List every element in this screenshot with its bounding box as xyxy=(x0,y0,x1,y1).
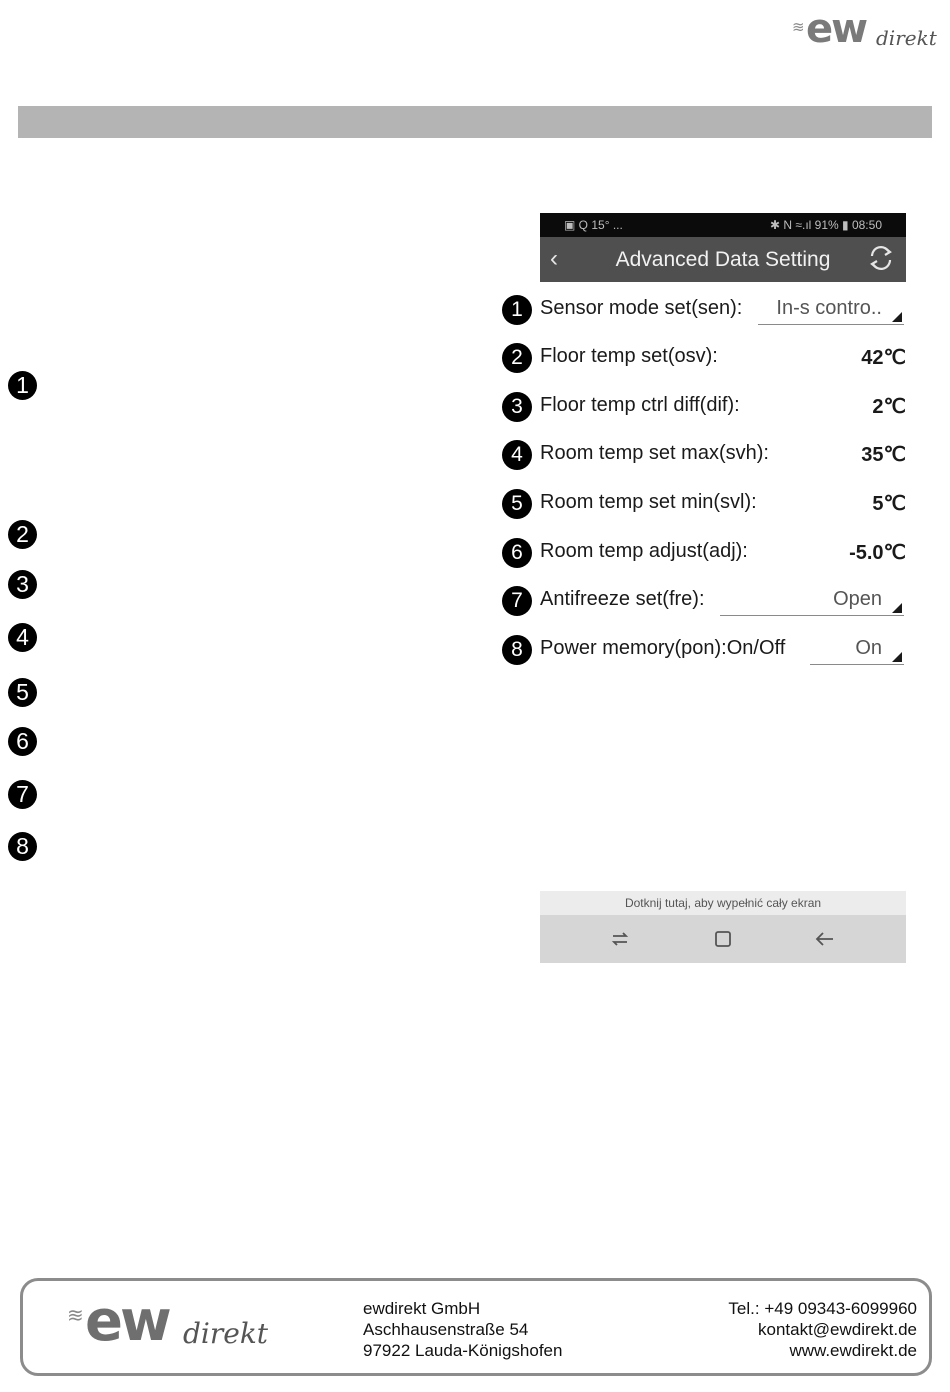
sensor-mode-dropdown[interactable] xyxy=(758,294,904,325)
dropdown-value: On xyxy=(855,637,882,659)
dropdown-arrow-icon xyxy=(892,603,902,613)
badge-2: 2 xyxy=(502,343,532,373)
power-memory-dropdown[interactable] xyxy=(810,634,904,665)
setting-value: 2℃ xyxy=(872,396,906,418)
setting-row-room-min[interactable] xyxy=(502,488,906,520)
badge-5: 5 xyxy=(502,489,532,519)
setting-row-room-max[interactable] xyxy=(502,439,906,471)
setting-label: Floor temp ctrl diff(dif): xyxy=(540,394,740,416)
company-city: 97922 Lauda-Königshofen xyxy=(363,1341,563,1360)
antifreeze-dropdown[interactable] xyxy=(720,585,904,616)
setting-value: 5℃ xyxy=(872,493,906,515)
logo-subtext: direkt xyxy=(183,1317,269,1350)
page-footer xyxy=(20,1278,932,1376)
company-address xyxy=(363,1298,562,1361)
dropdown-arrow-icon xyxy=(892,652,902,662)
setting-value: -5.0℃ xyxy=(849,542,906,564)
marker-8: 8 xyxy=(8,832,37,861)
setting-value: 42℃ xyxy=(861,347,906,369)
status-right: ✱ N ≈.ıl 91% ▮ 08:50 xyxy=(770,218,882,232)
refresh-icon[interactable] xyxy=(866,243,896,278)
marker-6: 6 xyxy=(8,727,37,756)
marker-2: 2 xyxy=(8,520,37,549)
section-header-bar xyxy=(18,106,932,138)
setting-row-sensor-mode xyxy=(502,294,906,326)
steam-icon: ≋ xyxy=(67,1305,80,1327)
logo-text: ew xyxy=(85,1289,169,1354)
logo-text: ew xyxy=(806,6,867,52)
phone-status-bar xyxy=(540,213,906,237)
contact-web[interactable]: www.ewdirekt.de xyxy=(789,1341,917,1360)
marker-7: 7 xyxy=(8,780,37,809)
company-logo xyxy=(786,6,937,52)
setting-label: Floor temp set(osv): xyxy=(540,345,718,367)
back-icon[interactable]: ‹ xyxy=(550,245,558,272)
marker-1: 1 xyxy=(8,371,37,400)
setting-label: Antifreeze set(fre): xyxy=(540,588,705,610)
company-contact xyxy=(728,1298,917,1361)
dropdown-value: In-s contro.. xyxy=(776,297,882,319)
company-street: Aschhausenstraße 54 xyxy=(363,1320,529,1339)
status-left: ▣ Q 15° ... xyxy=(564,218,623,232)
logo-subtext: direkt xyxy=(876,26,937,50)
badge-7: 7 xyxy=(502,586,532,616)
home-icon[interactable] xyxy=(711,927,735,951)
marker-4: 4 xyxy=(8,623,37,652)
app-header xyxy=(540,237,906,282)
badge-4: 4 xyxy=(502,440,532,470)
badge-8: 8 xyxy=(502,635,532,665)
setting-label: Room temp set min(svl): xyxy=(540,491,757,513)
setting-label: Room temp adjust(adj): xyxy=(540,540,748,562)
badge-6: 6 xyxy=(502,538,532,568)
android-nav-bar xyxy=(540,915,906,963)
marker-5: 5 xyxy=(8,678,37,707)
badge-1: 1 xyxy=(502,295,532,325)
setting-row-floor-temp[interactable] xyxy=(502,342,906,374)
setting-row-power-memory xyxy=(502,634,906,666)
nav-back-icon[interactable] xyxy=(813,927,837,951)
setting-label: Sensor mode set(sen): xyxy=(540,297,743,319)
setting-label: Power memory(pon):On/Off xyxy=(540,637,786,659)
fullscreen-hint[interactable]: Dotknij tutaj, aby wypełnić cały ekran xyxy=(540,891,906,915)
setting-row-room-adjust[interactable] xyxy=(502,537,906,569)
marker-3: 3 xyxy=(8,570,37,599)
footer-logo xyxy=(57,1289,277,1359)
dropdown-arrow-icon xyxy=(892,312,902,322)
dropdown-value: Open xyxy=(833,588,882,610)
contact-phone: Tel.: +49 09343-6099960 xyxy=(728,1299,917,1318)
contact-email[interactable]: kontakt@ewdirekt.de xyxy=(757,1320,917,1339)
steam-icon: ≋ xyxy=(792,19,802,36)
setting-row-floor-diff[interactable] xyxy=(502,391,906,423)
setting-row-antifreeze xyxy=(502,585,906,617)
screen-title: Advanced Data Setting xyxy=(615,248,831,271)
company-name: ewdirekt GmbH xyxy=(363,1299,481,1318)
recent-apps-icon[interactable] xyxy=(608,927,632,951)
setting-label: Room temp set max(svh): xyxy=(540,442,769,464)
setting-value: 35℃ xyxy=(861,444,906,466)
badge-3: 3 xyxy=(502,392,532,422)
